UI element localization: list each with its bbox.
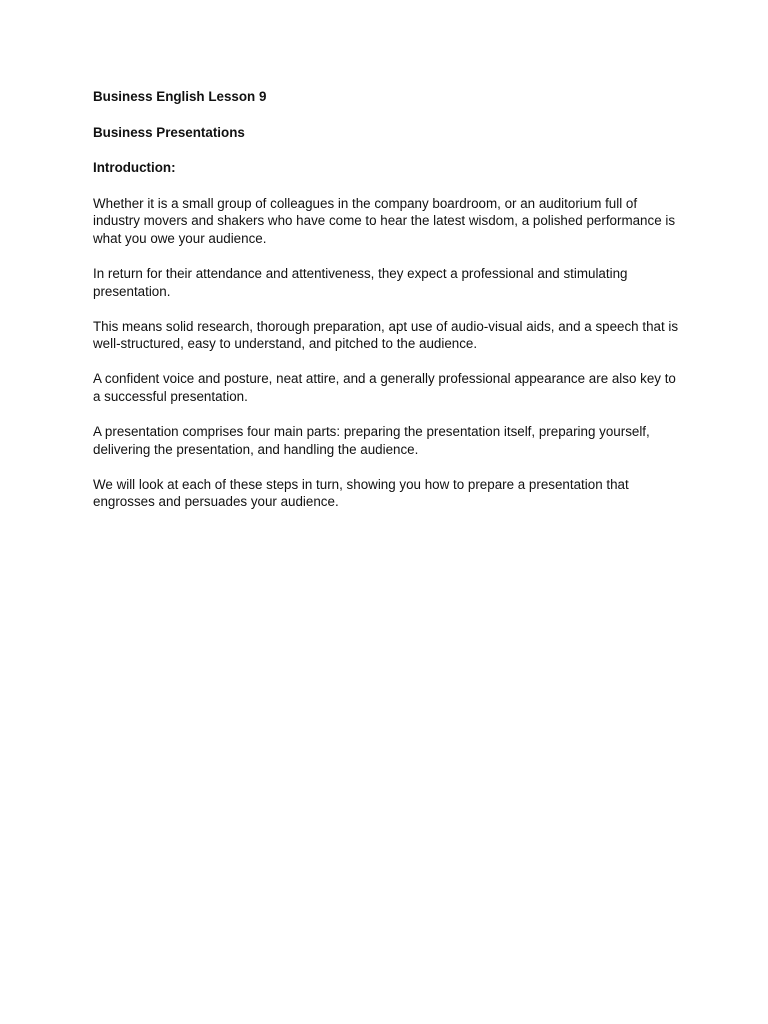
section-title: Introduction: <box>93 160 176 176</box>
paragraph: A confident voice and posture, neat attire, and a generally professional appearance are also key to a successful presentation. <box>93 371 676 405</box>
topic-title: Business Presentations <box>93 124 245 140</box>
paragraph: We will look at each of these steps in turn, showing you how to prepare a presentation that engrosses and persuades your audience. <box>93 476 629 510</box>
paragraph: In return for their attendance and attentiveness, they expect a professional and stimulating presentation. <box>93 266 628 299</box>
paragraph: Whether it is a small group of colleagues in the company boardroom, or an auditorium full of industry movers and shakers who have come to hear the latest wisdom, a polished performance is what you owe your audience. <box>93 195 676 246</box>
paragraph: A presentation comprises four main parts: preparing the presentation itself, preparing yourself, delivering the presentation, and handling the audience. <box>93 424 650 457</box>
paragraph: This means solid research, thorough preparation, apt use of audio-visual aids, and a speech that is well-structured, easy to understand, and pitched to the audience. <box>93 318 679 352</box>
lesson-title: Business English Lesson 9 <box>93 89 267 104</box>
document-body <box>93 88 683 529</box>
